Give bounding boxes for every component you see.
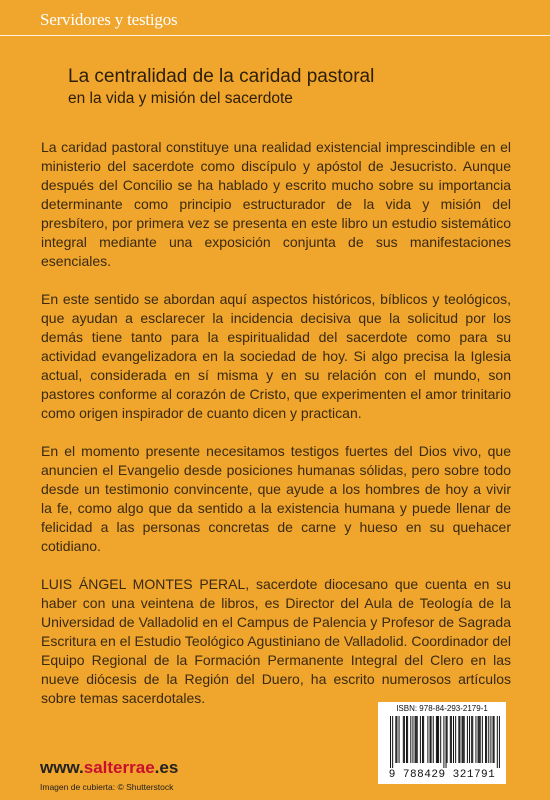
isbn-label: ISBN: 978-84-293-2179-1 bbox=[396, 704, 488, 713]
barcode-bar bbox=[467, 716, 468, 763]
barcode-bar bbox=[488, 716, 489, 763]
barcode-bars-icon bbox=[390, 716, 500, 768]
barcode-bar bbox=[440, 716, 441, 763]
barcode-bar bbox=[427, 716, 428, 763]
barcode-bar bbox=[485, 716, 486, 763]
barcode-bar bbox=[490, 716, 491, 763]
paragraph-3: En el momento presente necesitamos testigos fuertes del Dios vivo, que anuncien el Evangelio desde posiciones humanas sólidas, pero sobre todo desde un testimonio convincente, que ayude a los hombres de hoy a vivir la fe, como algo que da sentido a la existencia humana y puede llenar de felicidad a las personas concretas de carne y hueso en su quehacer cotidiano. bbox=[41, 443, 511, 554]
barcode-bar bbox=[451, 716, 452, 763]
barcode-bar bbox=[459, 716, 460, 763]
barcode-bar bbox=[463, 716, 464, 763]
barcode-bar bbox=[416, 716, 417, 763]
barcode-bar bbox=[433, 716, 434, 763]
barcode-bar bbox=[396, 716, 397, 763]
barcode-bar bbox=[471, 716, 472, 763]
barcode-bar bbox=[494, 716, 495, 763]
barcode-bar bbox=[430, 716, 431, 763]
publisher-prefix: www. bbox=[40, 758, 84, 777]
author-bio-text: , sacerdote diocesano que cuenta en su haber con una veintena de libros, es Director del Aula de Teología de la Universidad de Valladolid en el Campus de Palencia y Profesor de Sagrada Escritura en el Estudio Teológico Agustiniano de Valladolid. Coordinador del Equipo Regional de la Formación Permanente Integral del Clero en las nueve diócesis de la Región del Duero, ha escrito numerosos artículos sobre temas sacerdotales. bbox=[41, 576, 511, 706]
barcode-bar bbox=[399, 716, 400, 763]
barcode-bar bbox=[437, 716, 438, 763]
barcode-bar bbox=[469, 716, 470, 763]
barcode-bar bbox=[493, 716, 494, 763]
barcode-bar bbox=[422, 716, 423, 763]
barcode-bar bbox=[443, 716, 444, 768]
barcode-bar bbox=[415, 716, 416, 763]
barcode-bar bbox=[480, 716, 481, 763]
barcode-bar bbox=[412, 716, 413, 763]
ean-digits: 9 788429 321791 bbox=[388, 769, 496, 781]
barcode-bar bbox=[417, 716, 418, 763]
barcode-bar bbox=[447, 716, 448, 763]
barcode-bar bbox=[404, 716, 405, 763]
barcode-bar bbox=[478, 716, 479, 763]
barcode-bar bbox=[486, 716, 487, 763]
barcode-bar bbox=[458, 716, 459, 763]
barcode-bar bbox=[472, 716, 473, 763]
barcode-bar bbox=[407, 716, 408, 763]
barcode-bar bbox=[455, 716, 456, 763]
barcode-bar bbox=[403, 716, 404, 763]
barcode-bar bbox=[446, 716, 447, 768]
barcode-bar bbox=[423, 716, 424, 763]
barcode-bar bbox=[406, 716, 407, 763]
book-subtitle: en la vida y misión del sacerdote bbox=[68, 90, 293, 107]
barcode-bar bbox=[499, 716, 500, 768]
series-name: Servidores y testigos bbox=[40, 10, 178, 29]
author-name: LUIS ÁNGEL MONTES PERAL bbox=[41, 576, 246, 592]
publisher-url[interactable] bbox=[40, 758, 178, 778]
book-title: La centralidad de la caridad pastoral bbox=[68, 66, 375, 87]
barcode-bar bbox=[420, 716, 421, 763]
barcode-bar bbox=[438, 716, 439, 763]
barcode-bar bbox=[436, 716, 437, 763]
image-credit: Imagen de cubierta: © Shutterstock bbox=[40, 782, 174, 792]
barcode-bar bbox=[390, 716, 391, 768]
barcode-bar bbox=[464, 716, 465, 763]
barcode-bar bbox=[482, 716, 483, 763]
barcode-bar bbox=[431, 716, 432, 763]
barcode bbox=[378, 702, 506, 784]
barcode-bar bbox=[395, 716, 396, 763]
publisher-name: salterrae bbox=[83, 758, 155, 777]
series-divider bbox=[0, 35, 550, 36]
barcode-bar bbox=[450, 716, 451, 763]
publisher-suffix: .es bbox=[154, 758, 179, 777]
author-bio bbox=[41, 575, 511, 708]
barcode-bar bbox=[497, 716, 498, 768]
barcode-bar bbox=[453, 716, 454, 763]
barcode-bar bbox=[479, 716, 480, 763]
barcode-bar bbox=[392, 716, 393, 768]
barcode-bar bbox=[410, 716, 411, 763]
barcode-bar bbox=[475, 716, 476, 763]
back-cover-text bbox=[41, 138, 511, 708]
barcode-bar bbox=[462, 716, 463, 763]
paragraph-2: En este sentido se abordan aquí aspectos históricos, bíblicos y teológicos, que ayudan a esclarecer la incidencia decisiva que la solicitud por los demás tiene tanto para la espiritualidad del sacerdote como para su actividad evangelizadora en la sociedad de hoy. Si algo precisa la Iglesia actual, considerada en sí misma y en su relación con el mundo, son pastores conforme al corazón de Cristo, que experimenten el amor trinitario como origen inspirador de cuanto dicen y practican. bbox=[41, 291, 511, 421]
paragraph-1: La caridad pastoral constituye una realidad existencial imprescindible en el ministerio del sacerdote como discípulo y apóstol de Jesucristo. Aunque después del Concilio se ha hablado y escrito mucho sobre su importancia determinante como principio estructurador de la vida y misión del presbítero, por primera vez se presenta en este libro un estudio sistemático integral mediante una exposición conjunta de sus manifestaciones esenciales. bbox=[41, 139, 511, 269]
